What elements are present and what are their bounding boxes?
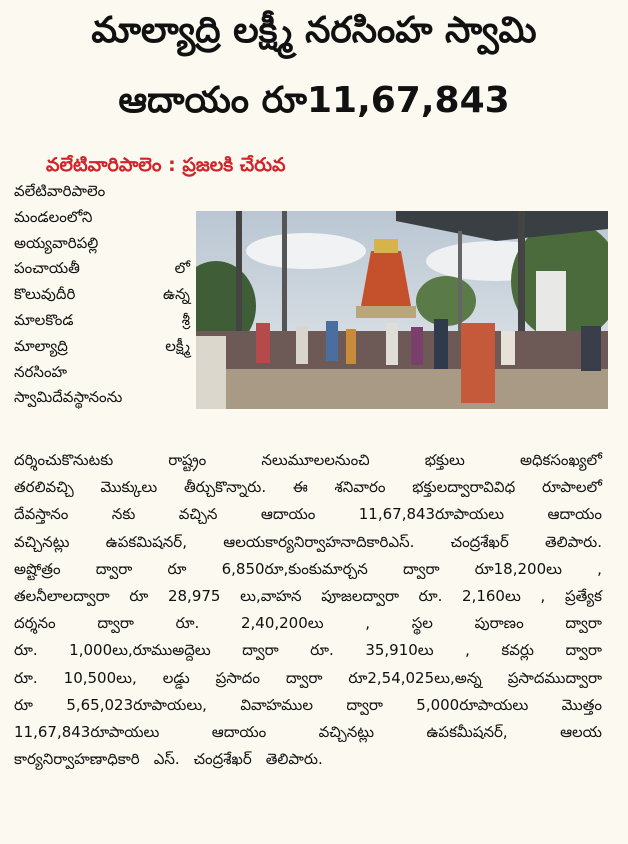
body-word: ద్వారా	[95, 559, 133, 578]
column-word: మండలంలోని	[14, 207, 93, 226]
body-word: 28,975	[167, 587, 221, 605]
body-word: చంద్రశేఖర్	[193, 750, 252, 769]
body-word: 35,910లు	[365, 641, 434, 660]
body-line	[14, 722, 602, 742]
body-word: చంద్రశేఖర్	[450, 532, 509, 551]
temple-photo	[196, 211, 608, 409]
column-line	[14, 284, 190, 304]
body-word: 5,65,023రూపాయలు,	[66, 695, 207, 714]
body-word: రాష్ట్రం	[168, 451, 207, 469]
body-word: రూ2,54,025లు,అన్న	[348, 668, 482, 687]
column-word: మాల్యాద్రి	[14, 336, 68, 355]
body-word: 1,000లు,రూముఅద్దెలు	[69, 641, 211, 660]
body-word: నకు	[111, 505, 136, 524]
body-word: ద్వారా	[242, 641, 279, 660]
body-word: దేవస్తానం	[14, 505, 69, 524]
body-word: ప్రసాదం	[215, 668, 260, 687]
body-word: ఆలయ	[560, 723, 602, 741]
body-word: లు,వాహన	[240, 587, 302, 605]
column-line	[14, 336, 190, 356]
body-word: దర్శనం	[14, 614, 56, 633]
body-word: రూ.	[14, 668, 38, 687]
body-line	[14, 450, 602, 470]
body-word: ద్వారా	[285, 668, 323, 687]
body-word: రూ	[14, 695, 33, 714]
column-word: శ్రీ	[181, 311, 190, 329]
body-word: ఉపకమీషనర్,	[426, 723, 508, 741]
column-line	[14, 387, 190, 407]
body-word: ఆలయకార్యనిర్వాహనాదికారిఎస్.	[223, 532, 415, 551]
body-word: తీర్చుకొన్నారు.	[183, 478, 267, 497]
body-word: పూజలద్వారా	[321, 587, 399, 605]
body-word: ప్రసాదముద్వారా	[507, 668, 602, 687]
body-word: వివాహముల	[240, 695, 313, 714]
body-line	[14, 695, 602, 715]
body-word: రూ.	[14, 641, 38, 660]
body-word: ద్వారా	[565, 614, 602, 633]
body-word: రూపాలలో	[541, 478, 602, 497]
column-word: పంచాయతీ	[14, 259, 80, 278]
column-word: స్వామిదేవస్థానంను	[14, 388, 123, 407]
column-word: అయ్యవారిపల్లి	[14, 233, 99, 252]
dateline: వలేటివారిపాలెం : ప్రజలకి చేరువ	[46, 154, 286, 176]
body-word: ప్రత్యేక	[564, 587, 602, 605]
body-word: పురాణం	[474, 614, 524, 633]
body-word: రూ	[167, 559, 187, 578]
body-word: 2,40,200లు	[240, 614, 324, 633]
column-line	[14, 362, 190, 382]
body-word: ఆదాయం	[547, 505, 602, 524]
body-word: దర్శించుకొనుటకు	[14, 451, 114, 469]
body-line	[14, 532, 602, 552]
body-word: ఉపకమిషనర్,	[105, 532, 187, 551]
column-line	[14, 207, 190, 227]
body-word: ద్వారా	[565, 641, 602, 660]
body-word: తలనీలాలద్వారా	[14, 587, 110, 605]
body-word: ,	[597, 559, 602, 578]
column-word: నరసింహ	[14, 362, 68, 381]
body-word: ,	[365, 614, 371, 633]
body-word: తెలిపారు.	[545, 532, 602, 551]
body-word: కార్యనిర్వాహణాధికారి	[14, 750, 140, 769]
body-word: అష్టోత్రం	[14, 559, 61, 578]
headline-line-2: ఆదాయం రూ11,67,843	[118, 80, 510, 121]
body-word: అధికసంఖ్యలో	[519, 451, 602, 469]
column-word: కొలువుదీరి	[14, 285, 76, 304]
body-word: రూ.	[418, 587, 443, 605]
body-line	[14, 477, 602, 497]
body-word: తెలిపారు.	[265, 750, 323, 769]
body-word: రూ	[129, 587, 149, 605]
body-line	[14, 504, 602, 524]
body-word: ద్వారా	[97, 614, 134, 633]
body-word: ద్వారా	[402, 559, 440, 578]
body-word: ఈ	[292, 478, 308, 497]
body-word: భక్తులద్వారావివిధ	[412, 478, 516, 497]
body-word: రూ.	[310, 641, 334, 660]
body-word: ద్వారా	[346, 695, 383, 714]
column-word: మాలకొండ	[14, 311, 74, 329]
body-line	[14, 586, 602, 606]
body-word: 6,850రూ,కుంకుమార్చన	[221, 559, 368, 578]
body-word: 2,160లు	[462, 587, 521, 605]
body-word: రూ.	[175, 614, 200, 633]
body-line	[14, 640, 602, 660]
body-word: ,	[465, 641, 470, 660]
column-line	[14, 181, 190, 201]
body-word: వచ్చినట్లు	[14, 532, 70, 551]
column-word: లో	[174, 259, 190, 278]
body-word: తరలివచ్చి	[14, 478, 74, 497]
column-line	[14, 233, 190, 253]
body-line	[14, 749, 602, 769]
body-word: మొక్కులు	[100, 478, 158, 497]
column-word: లక్ష్మీ	[165, 336, 190, 355]
body-word: ఎస్.	[153, 750, 180, 769]
body-line	[14, 559, 602, 579]
body-word: ,	[540, 587, 546, 605]
column-line	[14, 310, 190, 330]
column-line	[14, 258, 190, 278]
body-word: శనివారం	[334, 478, 386, 497]
body-word: 5,000రూపాయలు	[416, 695, 529, 714]
column-word: ఉన్న	[163, 285, 190, 304]
body-word: ఆదాయం	[260, 505, 316, 524]
body-word: వచ్చినట్లు	[318, 723, 375, 741]
column-word: వలేటివారిపాలెం	[14, 182, 106, 200]
body-word: స్థల	[411, 614, 433, 633]
body-word: భక్తులు	[424, 451, 465, 469]
body-word: వచ్చిన	[178, 505, 218, 524]
body-word: మొత్తం	[561, 695, 602, 714]
body-line	[14, 613, 602, 633]
body-word: నలుమూలలనుంచి	[261, 451, 370, 469]
headline-line-1: మాల్యాద్రి లక్ష్మీ నరసింహ స్వామి	[91, 10, 537, 51]
temple-crowd-photo-icon	[196, 211, 608, 409]
body-word: ఆదాయం	[211, 723, 267, 741]
body-word: 11,67,843రూపాయలు	[358, 505, 505, 524]
body-word: 11,67,843రూపాయలు	[14, 723, 160, 741]
body-word: కవర్లు	[501, 641, 534, 660]
body-word: లడ్డు	[162, 668, 190, 687]
body-word: రూ18,200లు	[474, 559, 562, 578]
body-line	[14, 668, 602, 688]
body-word: 10,500లు,	[63, 668, 137, 687]
